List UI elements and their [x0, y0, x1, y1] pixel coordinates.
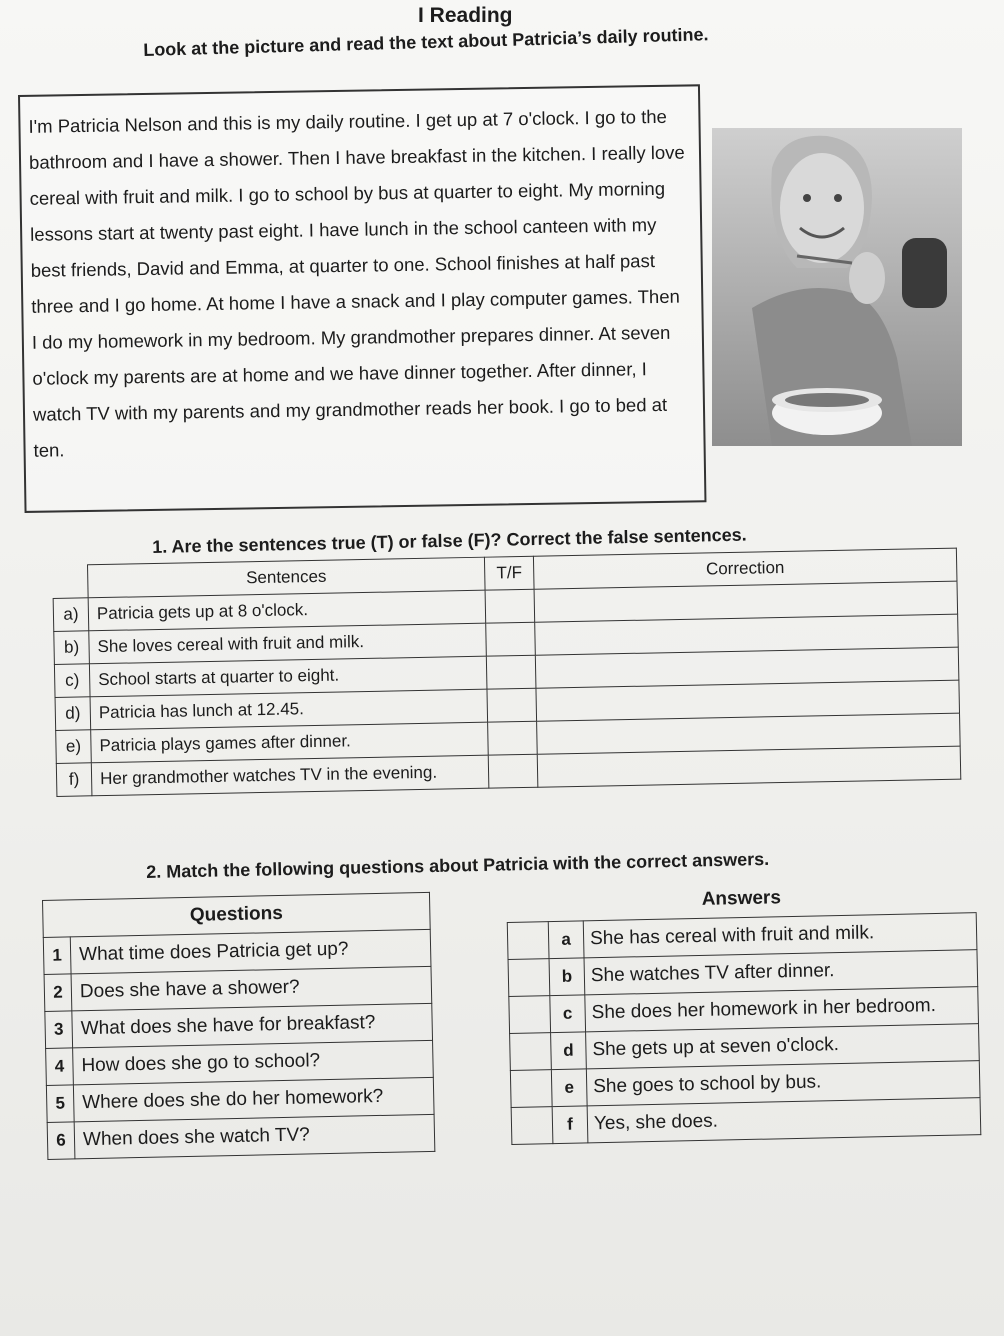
match-answer-cell[interactable] [509, 996, 551, 1034]
match-instruction: 2. Match the following questions about Patricia with the correct answers. [146, 848, 770, 882]
match-answer-cell[interactable] [511, 1107, 553, 1145]
tf-answer-cell[interactable] [488, 754, 538, 788]
tf-row: b) She loves cereal with fruit and milk. [54, 614, 958, 664]
tf-answer-cell[interactable] [486, 655, 536, 689]
answers-table-block [506, 876, 981, 1145]
tf-row: c) School starts at quarter to eight. [54, 647, 958, 697]
tf-answer-cell[interactable] [485, 589, 535, 623]
question-row: 1 What time does Patricia get up? [43, 929, 431, 974]
correction-header: Correction [533, 548, 957, 589]
questions-table-block [42, 892, 435, 1160]
tf-row: d) Patricia has lunch at 12.45. [55, 680, 959, 730]
reading-text: I'm Patricia Nelson and this is my daily routine. I get up at 7 o'clock. I go to the bathroom and I have a shower. Then I have breakfast in the kitchen. I really love cereal with fruit and milk. I go to school by bus at quarter to eight. My morning lessons start at twenty past eight. I have lunch in the school canteen with my best friends, David and Emma, at quarter to one. School finishes at half past three and I go home. At home I have a snack and I play computer games. Then I do my homework in my bedroom. My grandmother prepares dinner. At seven o'clock my parents are at home and we have dinner together. After dinner, I watch TV with my parents and my grandmother reads her book. I go to bed at ten. [28, 105, 685, 461]
sentences-header: Sentences [88, 557, 486, 598]
answer-row: c She does her homework in her bedroom. [509, 987, 979, 1034]
answers-table [506, 876, 981, 1145]
question-row: 6 When does she watch TV? [47, 1114, 435, 1159]
answer-row: d She gets up at seven o'clock. [510, 1024, 980, 1071]
match-answer-cell[interactable] [510, 1033, 552, 1071]
tf-answer-cell[interactable] [486, 622, 536, 656]
true-false-table-block [52, 548, 961, 797]
tf-header: T/F [484, 556, 534, 590]
question-row: 2 Does she have a shower? [44, 966, 432, 1011]
match-answer-cell[interactable] [510, 1070, 552, 1108]
questions-table [42, 892, 435, 1160]
reading-text-box [18, 84, 706, 513]
answers-header: Answers [506, 876, 976, 922]
answer-row: a She has cereal with fruit and milk. [507, 913, 977, 960]
tf-answer-cell[interactable] [487, 688, 537, 722]
question-row: 3 What does she have for breakfast? [45, 1003, 433, 1048]
girl-eating-cereal-photo [712, 128, 962, 446]
answer-row: e She goes to school by bus. [510, 1061, 980, 1108]
questions-header: Questions [43, 892, 431, 937]
match-answer-cell[interactable] [507, 922, 549, 960]
tf-instruction: 1. Are the sentences true (T) or false (F)? Correct the false sentences. [152, 524, 747, 557]
tf-row: e) Patricia plays games after dinner. [56, 713, 960, 763]
question-row: 5 Where does she do her homework? [46, 1077, 434, 1122]
section-title: I Reading [418, 4, 513, 27]
correction-cell[interactable] [537, 746, 961, 787]
question-row: 4 How does she go to school? [46, 1040, 434, 1085]
tf-row: a) Patricia gets up at 8 o'clock. [53, 581, 957, 631]
true-false-table [52, 548, 961, 797]
tf-row: f) Her grandmother watches TV in the evening. [56, 746, 960, 796]
tf-answer-cell[interactable] [488, 721, 538, 755]
match-answer-cell[interactable] [508, 959, 550, 997]
reading-instruction: Look at the picture and read the text about Patricia’s daily routine. [143, 24, 709, 60]
answer-row: f Yes, she does. [511, 1098, 981, 1145]
answer-row: b She watches TV after dinner. [508, 950, 978, 997]
